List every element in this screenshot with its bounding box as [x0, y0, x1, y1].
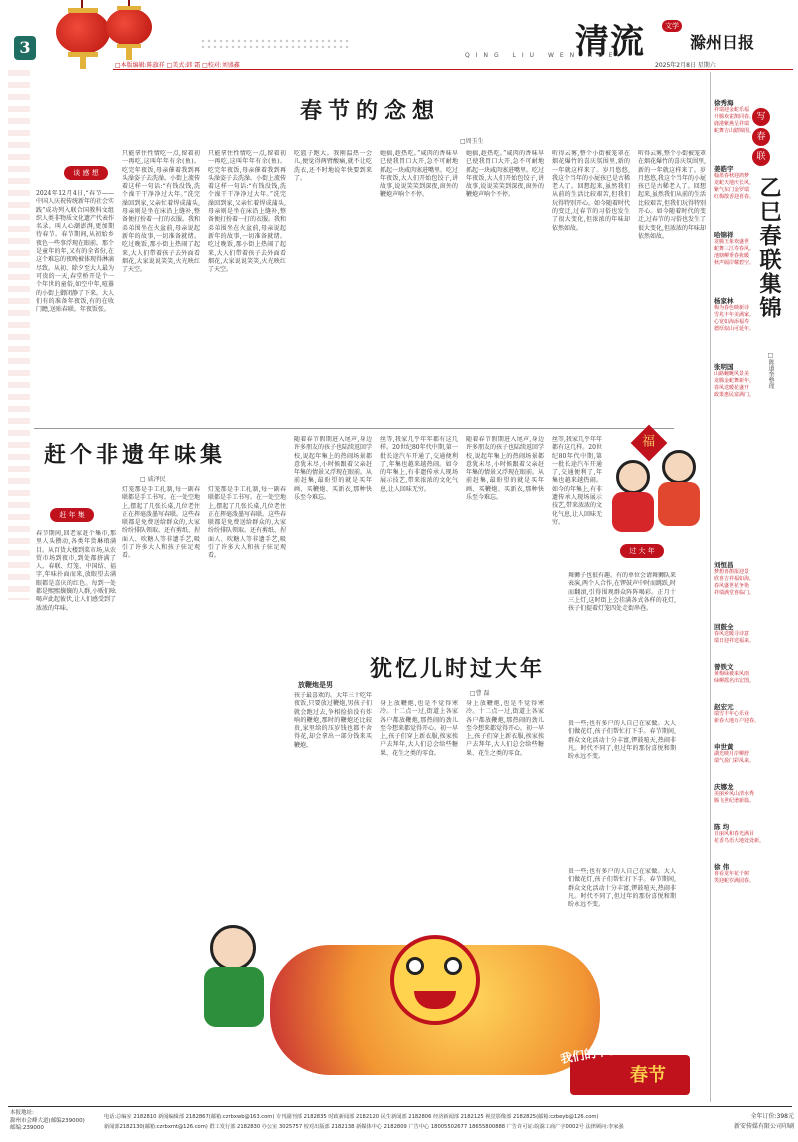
couplet-entry	[714, 98, 754, 164]
corner-tag-write: 写	[752, 108, 770, 126]
couplet-entry	[714, 164, 754, 230]
couplet-line: 春风送暖寻诗意	[714, 631, 750, 637]
couplet-line: 花香鸟语大地处处新。	[714, 838, 765, 844]
couplet-line: 德厚似山可延年。	[714, 326, 755, 332]
couplet-line: 蛇舞三江寿春风。	[714, 246, 755, 252]
couplet-author: 刘恒昌	[714, 561, 734, 569]
article-column: 随着春节假期进入尾声,身边许多朋友的孩子也陆续返回学校,说起年集上的热闹场景都意犹未尽,小时候跟着父亲赶年集的情景又浮现在眼前。从前赶集,最盼望的就是买年画、买鞭炮、买新衣,那种快乐至今难忘。	[466, 436, 544, 502]
lion-dance-banner	[150, 905, 690, 1100]
article-column: 贵一些;也有多户的人自己在家做。大人们做花灯,孩子们帮忙打下手。春节期间,群众文化活动十分丰富,锣鼓喧天,热闹非凡。时代不同了,但过年的那份喜悦和期盼永远不变。	[568, 720, 676, 761]
lantern-icon	[100, 0, 160, 62]
couplet-list	[714, 560, 794, 902]
couplet-list	[714, 98, 754, 428]
footer-contact-line: 电话:总编室 2182810 新闻编辑部 2182867(邮箱:czrbxwb@163.com) 专刊副刊部 2182835 时政新闻部 2182120 民生新闻部 2182806 经济新闻部 2182125 视觉影像部 2182825(邮箱:czbeyb@126.com)	[104, 1114, 599, 1120]
couplet-author: 庆娜龙	[714, 783, 734, 791]
article-column: 2024年12月4日,“春节——中国人庆祝传统新年的社会实践”成功列入联合国教科文组织人类非物质文化遗产代表作名录。叫人心潮澎湃,更加期待春节。春节期间,从初始乡夜色一些事浮现在眼前。那个是童年的年,又有的全省份,在这个难忘的夜晚被体现得淋漓尽致。从初、除夕至大人最为可贵的一天,春堂桥开是个一个年世的童俗,如空中年,喧嚣的小街上御闭静了下来。大人们有的准备年夜饭,有的在收门瞻,送贴春联。年夜饭张。	[36, 190, 114, 314]
couplet-line: 美丽乡风山清水秀	[714, 791, 755, 797]
couplet-entry	[714, 362, 754, 428]
couplet-line: 春风送暖花盛开	[714, 385, 750, 391]
couplet-line: 祥瑞满堂喜临门。	[714, 590, 755, 596]
header-dots	[200, 38, 350, 48]
couplet-line: 笑迎蛇岁满园春。	[714, 878, 755, 884]
footer-printer: 新安传媒有限公司印刷	[733, 1123, 794, 1130]
couplet-line: 蛇舞吉山踏锦围。	[714, 128, 755, 134]
article-column: 身上放鞭炮,也是不觉得寒冷。十二点一过,街道上各家各户都放鞭炮,那热闹的劲儿至今想来都觉得开心。初一早上,孩子们穿上新衣服,挨家挨户去拜年,大人们总会给些糖果、花生之类的零食。	[466, 700, 544, 757]
couplet-entry	[714, 230, 754, 296]
header-credits: □本版编辑:陈旗祥 □美式:韩 霜 □校对:刘盛鑫	[115, 62, 240, 69]
couplet-line: 鹿港紫燕呈祥瑞	[714, 121, 750, 127]
footer-price	[712, 1112, 794, 1132]
couplet-author: 陈 均	[714, 823, 730, 831]
couplet-line: 龙蛇天地庆长风。	[714, 180, 755, 186]
couplet-author: 回鼓全	[714, 623, 734, 631]
banner-text-spring: 春节	[630, 1065, 666, 1086]
article-column: 听得云雾,整个小街被笼罩在烟花爆竹的喜庆氛围里,新的一年就这样来了。岁月悠悠,我这个当年的小屁孩已是古稀老人了。回想起来,虽然我们从前的生活比较艰苦,但我们玩得特别开心。如今随着时代的变迁,过春节的习俗也发生了很大变化,但浓浓的年味却依然如故。	[552, 150, 630, 232]
banner-text-festival: 我们的节日	[559, 1041, 621, 1067]
article-column: 她搞,趁热吃。”咸肉的香味早已使我胃口大开,急不可耐地抓起一块咸肉塞进嘴里。吃过年夜饭,大人们开始包饺子,讲故事,说说笑笑到深夜,窗外的鞭炮声响个不停。	[380, 150, 458, 199]
couplet-line: 瑞气盈门彩凤来。	[714, 758, 755, 764]
couplet-line: 腾飞世纪谱新篇。	[714, 798, 755, 804]
couplet-line: 春风盛世花争艳	[714, 583, 750, 589]
article-column: 丝等,我家几乎年年都有这几样。20世纪80年代中期,第一批长途汽车开通了,交通便利了,年集也越来越热闹。如今的年集上,有非遗传承人现场展示技艺,带来浓浓的文化气息,让人回味无穷。	[552, 436, 602, 526]
article-column: 吃篮子跑大。我刚温热一会儿,便觉得两臂酸痛,就不让吃洗衣,还不时地说年快要到来了。	[294, 150, 372, 182]
couplet-line: 梦想喜鹊报迎景	[714, 569, 750, 575]
couplet-author: 杨家林	[714, 297, 734, 305]
couplet-line: 山路蜿蜒风景美	[714, 371, 750, 377]
fu-card: 福	[631, 425, 668, 462]
footer-postcode: 邮编:239000	[10, 1125, 44, 1131]
couplet-author: 曾铁文	[714, 663, 734, 671]
couplet-line: 喜看龙年花千树	[714, 871, 750, 877]
couplet-author: 徐秀海	[714, 99, 734, 107]
couplet-entry	[714, 296, 754, 362]
couplet-line: 欣喜吉祥福如海。	[714, 576, 755, 582]
couplet-line: 龙腾金蛇舞新年。	[714, 378, 755, 384]
couplet-author: 姜皓宇	[714, 165, 734, 173]
article-column: 舞狮子也很有趣。有的单位会请舞狮队来表演,两个人合作,在锣鼓声中时而跳跃,时而翻滚,引得围观群众阵阵喝彩。正月十三上灯,这时街上会挂满各式各样的花灯,孩子们提着灯笼四处走街串巷。	[568, 572, 676, 613]
article-column: 身上放鞭炮,也是不觉得寒冷。十二点一过,街道上各家各户都放鞭炮,那热闹的劲儿至今想来都觉得开心。初一早上,孩子们穿上新衣服,挨家挨户去拜年,大人们总会给些糖果、花生之类的零食。	[380, 700, 458, 757]
article-column: 灯笼那是手工扎制,每一副春联都是手工书写。在一处空地上,摆起了几张长桌,几位老住正在挥毫泼墨写春联。这些春联都是免费送给群众的,大家纷纷排队领取。还有剪纸、捏面人、吹糖人等非遗手艺,吸引了许多大人和孩子驻足观看。	[208, 486, 286, 560]
issue-date: 2025年2月8日 星期六	[655, 62, 716, 69]
article-column: 只能拿住性情吃一点,留着初一再吃,这叫年年有余(鱼)。吃完年夜饭,母亲催着我到再头澡姿子去洗澡。小街上流传着这样一句话:“有钱没钱,洗个澡干干净净过大年。”洗完澡回到家,父亲忙着焊成蒲头,母亲则是坐在床沿上缝补,整备便打扮着一打的衣服。我和弟弟围坐在火盆前,母亲说起新年的故事,一切准备就绪。吃过晚饭,那小街上热闹了起来,大人们带着孩子去外面看烟花,大家说说笑笑,火光映红了天空。	[208, 150, 286, 274]
article-subheading: 放鞭炮是男	[298, 680, 333, 689]
article-author: □周玉生	[460, 138, 484, 145]
couplet-entry	[714, 702, 794, 742]
couplet-author: 张明国	[714, 363, 734, 371]
section-title: 清流	[575, 22, 645, 62]
couplet-line: 瑞日迎祥送福来。	[714, 638, 755, 644]
couplet-line: 池塘柳垂春犹暖	[714, 253, 750, 259]
couplet-line: 湖光映月岸柳舒	[714, 751, 750, 757]
article-title: 春节的念想	[300, 98, 441, 124]
couplet-line: 瑞雪丰年心乐业	[714, 711, 750, 717]
article-column: 随着春节假期进入尾声,身边许多朋友的孩子也陆续返回学校,说起年集上的热闹场景都意犹未尽,小时候跟着父亲赶年集的情景又浮现在眼前。从前赶集,最盼望的就是买年画、买鞭炮、买新衣,那种快乐至今难忘。	[294, 436, 372, 502]
couplet-line: 日丽风和春光满目	[714, 831, 755, 837]
footer-address-line: 滁州市会峰大道(邮编239000)	[10, 1117, 85, 1124]
newspaper-logo: 滁州日报	[690, 33, 755, 52]
article-column: 贵一些;也有多户的人自己在家做。大人们做花灯,孩子们帮忙打下手。春节期间,群众文化活动十分丰富,锣鼓喧天,热闹非凡。时代不同了,但过年的那份喜悦和期盼永远不变。	[568, 868, 676, 909]
footer-rule	[8, 1106, 792, 1107]
footer-contact-line: 新闻部2182130(邮箱:czrbxmt@126.com) 群工发行部 2182830 办公室 3025757 校对出版部 2182138 新媒体中心 2182809 广告中心 18005502677 18655800888 广告许可证:皖滁工商广字0002号 法律顾问:李家强	[104, 1124, 624, 1130]
couplet-line: 红梅散香迎喜春。	[714, 194, 755, 200]
couplet-entry	[714, 822, 794, 862]
sidebar-divider	[710, 72, 711, 1102]
article-column: 孩子最喜欢的。大年三十吃年夜饭,只要放过鞭炮,男孩子们就会跑过去,争相捡拾没有炸响的鞭炮,那时的鞭炮还比较贵,家里给的压岁钱也都不舍得花,却会拿出一部分钱来买鞭炮。	[294, 692, 372, 749]
corner-tag-couplet: 联	[752, 148, 770, 166]
couplet-author: 徐 伟	[714, 863, 730, 871]
couplet-line: 政策惠民富满门。	[714, 392, 755, 398]
article-column: 只能拿住性情吃一点,留着初一再吃,这叫年年有余(鱼)。吃完年夜饭,母亲催着我到再头澡姿子去洗澡。小街上流传着这样一句话:“有钱没钱,洗个澡干干净净过大年。”洗完澡回到家,父亲忙着焊成蒲头,母亲则是坐在床沿上缝补,整备便打扮着一打的衣服。我和弟弟围坐在火盆前,母亲说起新年的故事,一切准备就绪。吃过晚饭,那小街上热闹了起来,大人们带着孩子去外面看烟花,大家说说笑笑,火光映红了天空。	[122, 150, 200, 274]
couplet-entry	[714, 742, 794, 782]
article-author: □曹 磊	[470, 690, 490, 697]
corner-tags	[752, 108, 778, 166]
couplet-line: 梅为春色映新诗	[714, 305, 750, 311]
couplet-line: 心宽如海添福寿	[714, 319, 750, 325]
couplet-line: 祥瑞迎金蛇乐福	[714, 107, 750, 113]
kids-illustration	[606, 420, 706, 540]
article-column: 听得云雾,整个小街被笼罩在烟花爆竹的喜庆氛围里,新的一年就这样来了。岁月悠悠,我这个当年的小屁孩已是古稀老人了。回想起来,虽然我们从前的生活比较艰苦,但我们玩得特别开心。如今随着时代的变迁,过春节的习俗也发生了很大变化,但浓浓的年味却依然如故。	[638, 150, 706, 240]
couplet-line: 龙腾玉象欢盛世	[714, 239, 750, 245]
article-title: 赶个非遗年味集	[44, 442, 227, 468]
header-bar	[0, 0, 798, 72]
couplet-author: 哈锦祥	[714, 231, 734, 239]
page-number-badge: 3	[14, 36, 36, 60]
article-column: 她搞,趁热吃。”咸肉的香味早已使我胃口大开,急不可耐地抓起一块咸肉塞进嘴里。吃过年夜饭,大人们开始包饺子,讲故事,说说笑笑到深夜,窗外的鞭炮声响个不停。	[466, 150, 544, 199]
couplet-entry	[714, 862, 794, 902]
article-column: 灯笼那是手工扎制,每一副春联都是手工书写。在一处空地上,摆起了几张长桌,几位老住正在挥毫泼墨写春联。这些春联都是免费送给群众的,大家纷纷排队领取。还有剪纸、捏面人、吹糖人等非遗手艺,吸引了许多大人和孩子驻足观看。	[122, 486, 200, 560]
article-author: □ 戚泽民	[140, 476, 166, 483]
couplet-line: 雪兆丰年美满家。	[714, 312, 755, 318]
couplet-line: 绿柳摇名出宏图。	[714, 678, 755, 684]
couplet-line: 秋声隔岸耀碧空。	[714, 260, 755, 266]
footer-subscription: 全年订价:398元	[750, 1113, 794, 1120]
couplet-entry	[714, 560, 794, 622]
footer-contacts	[104, 1112, 704, 1132]
couplet-line: 翰墨春秋迎鸿梦	[714, 173, 750, 179]
section-divider	[34, 428, 674, 429]
article-tag: 谈 感 想	[64, 166, 108, 180]
couplet-entry	[714, 622, 794, 662]
header-rule	[113, 69, 793, 70]
couplet-entry	[714, 662, 794, 702]
article-column: 丝等,我家几乎年年都有这几样。20世纪80年代中期,第一批长途汽车开通了,交通便利了,年集也越来越热闹。如今的年集上,有非遗传承人现场展示技艺,带来浓浓的文化气息,让人回味无穷。	[380, 436, 458, 493]
left-ornament	[8, 70, 30, 600]
couplet-author: 赵宏元	[714, 703, 734, 711]
couplet-author: 申世黄	[714, 743, 734, 751]
section-pinyin: QING LIU WEN XUE	[465, 52, 619, 59]
sidebar-author: □陈道奎整理	[767, 352, 774, 389]
couplet-line: 升腾欢雀鹊同春。	[714, 114, 755, 120]
article-tag: 赶 年 集	[50, 508, 94, 522]
corner-tag-spring: 春	[752, 128, 770, 146]
footer-address	[10, 1110, 100, 1133]
footer-address-label: 本报地址:	[10, 1110, 34, 1116]
article-title: 犹忆儿时过大年	[370, 656, 546, 682]
couplet-line: 紫气东门金罗瑞	[714, 187, 750, 193]
couplet-entry	[714, 782, 794, 822]
section-subtitle: 文学	[662, 20, 682, 32]
couplet-line: 黄梅绿被来风雨	[714, 671, 750, 677]
couplet-line: 新春大地万户迎春。	[714, 718, 760, 724]
sidebar-title: 乙巳春联集锦	[756, 176, 782, 320]
article-column: 春节期间,回老家赶个集市,那里人头攒动,各类年货琳琅满目。从百货大楼到菜市场,从农贸市场到夜市,到处都挤满了人。春联、灯笼、中国结、福字,年味扑面而来,放眼望去满眼都是喜庆的红色。每到一处都是熙熙攘攘的人群,小贩们吆喝声此起彼伏,让人们感受到了浓浓的年味。	[36, 530, 116, 612]
article-tag: 过 大 年	[620, 544, 664, 558]
